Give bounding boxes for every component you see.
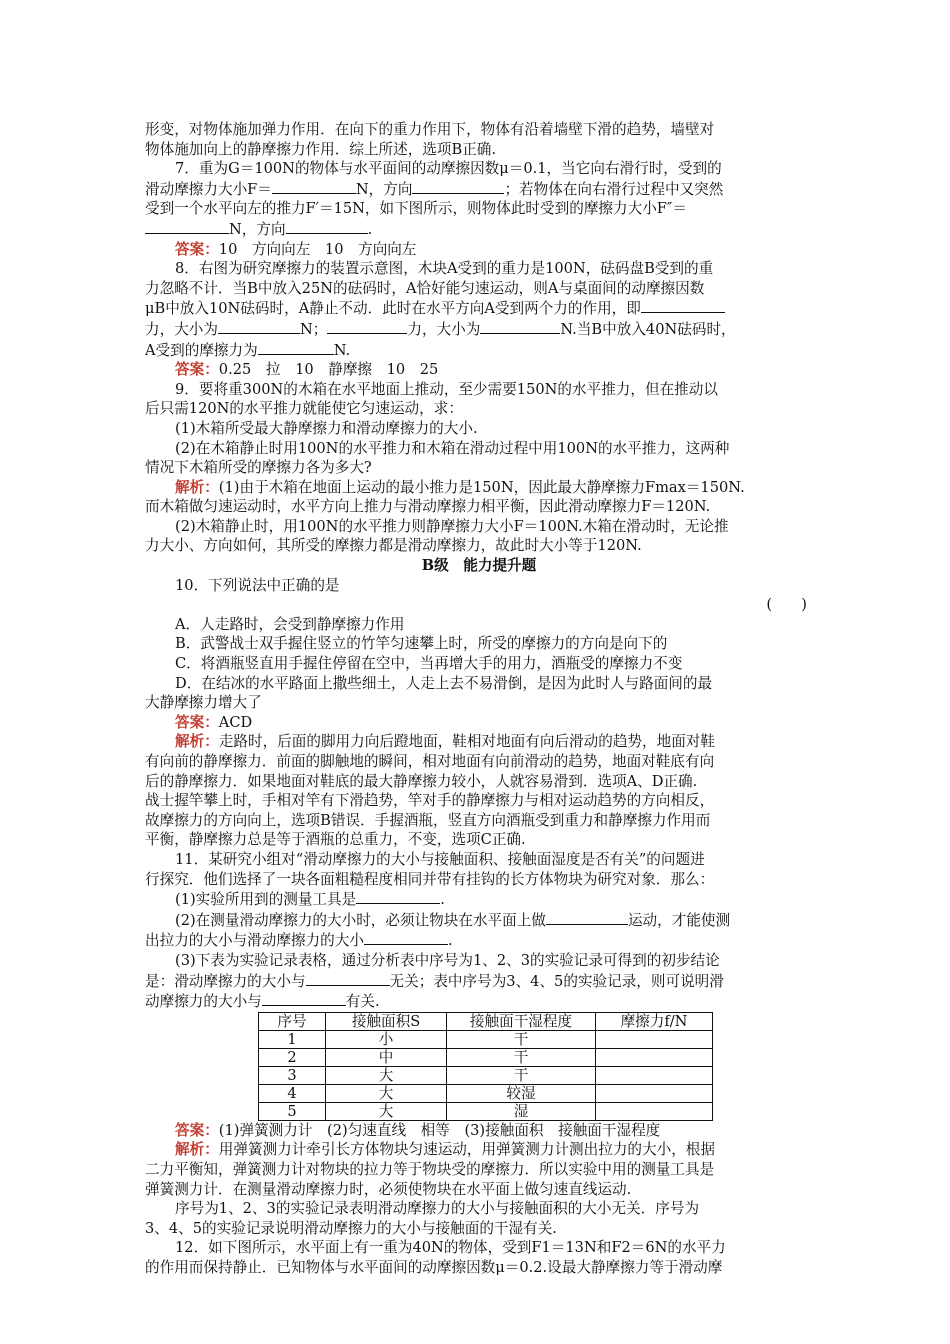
solution-label: 解析： — [175, 1141, 219, 1159]
answer-blank — [258, 340, 334, 355]
question-10: 10．下列说法中正确的是 — [175, 576, 340, 594]
table-cell — [596, 1084, 713, 1102]
answer-blank — [356, 889, 440, 904]
text-line: 故摩擦力的方向向上，选项B错误．手握酒瓶，竖直方向酒瓶受到重力和静摩擦力作用而 — [145, 811, 711, 829]
experiment-table — [258, 1012, 713, 1121]
section-heading: B级 能力提升题 — [421, 557, 537, 575]
question-8-line: μB中放入10N砝码时，A静止不动．此时在水平方向A受到两个力的作用，即 — [145, 298, 813, 319]
answer-blank — [262, 991, 346, 1006]
option-d: D．在结冰的水平路面上撒些细土，人走上去不易滑倒，是因为此时人与路面间的最 — [175, 674, 713, 692]
solution-10: 解析：走路时，后面的脚用力向后蹬地面，鞋相对地面有向后滑动的趋势，地面对鞋 — [175, 733, 715, 751]
answer-blank — [327, 319, 407, 334]
text-line: 弹簧测力计．在测量滑动摩擦力时，必须使物块在水平面上做匀速直线运动. — [145, 1180, 632, 1198]
answer-blank — [306, 971, 390, 986]
question-7: 7．重为G＝100N的物体与水平面间的动摩擦因数μ＝0.1，当它向右滑行时，受到的 — [175, 160, 722, 178]
text-line: 二力平衡知，弹簧测力计对物块的拉力等于物块受的摩擦力．所以实验中用的测量工具是 — [145, 1160, 715, 1178]
table-cell: 大 — [326, 1084, 447, 1102]
answer-7: 答案：10 方向向左 10 方向向左 — [175, 240, 417, 258]
text-line: 受到一个水平向左的推力F′＝15N，如下图所示，则物体此时受到的摩擦力大小F″＝ — [145, 200, 687, 218]
question-7-line: N，方向 . — [145, 219, 813, 240]
table-cell: 4 — [259, 1084, 326, 1102]
text-line: 战士握竿攀上时，手相对竿有下滑趋势，竿对手的静摩擦力与相对运动趋势的方向相反， — [145, 792, 715, 810]
answer-blank — [546, 910, 628, 925]
table-cell: 较湿 — [447, 1084, 596, 1102]
solution-11: 解析：用弹簧测力计牵引长方体物块匀速运动，用弹簧测力计测出拉力的大小，根据 — [175, 1141, 715, 1159]
text-line: (1)木箱所受最大静摩擦力和滑动摩擦力的大小. — [175, 419, 478, 437]
table-cell: 干 — [447, 1048, 596, 1066]
text-line: 平衡，静摩擦力总是等于酒瓶的总重力，不变，选项C正确. — [145, 831, 526, 849]
question-8-line: 力，大小为 N； 力，大小为 N.当B中放入40N砝码时， — [145, 320, 736, 338]
table-header-row — [259, 1012, 713, 1030]
table-cell — [596, 1030, 713, 1048]
option-b: B．武警战士双手握住竖立的竹竿匀速攀上时，所受的摩擦力的方向是向下的 — [175, 635, 668, 653]
text-line: 后的静摩擦力．如果地面对鞋底的最大静摩擦力较小，人就容易滑到．选项A、D正确. — [145, 772, 698, 790]
answer-blank — [218, 319, 300, 334]
text-line: 形变，对物体施加弹力作用．在向下的重力作用下，物体有沿着墙壁下滑的趋势，墙壁对 — [145, 121, 715, 138]
answer-blank — [272, 179, 356, 194]
table-cell: 5 — [259, 1102, 326, 1120]
answer-11: 答案：(1)弹簧测力计 (2)匀速直线 相等 (3)接触面积 接触面干湿程度 — [175, 1121, 661, 1139]
answer-10: 答案：ACD — [175, 713, 253, 731]
text-line: 的作用而保持静止．已知物体与水平面间的动摩擦因数μ＝0.2.设最大静摩擦力等于滑动摩 — [145, 1258, 723, 1276]
text-line: (2)在木箱静止时用100N的水平推力和木箱在滑动过程中用100N的水平推力，这两种 — [175, 439, 730, 457]
table-cell: 小 — [326, 1030, 447, 1048]
table-cell: 湿 — [447, 1102, 596, 1120]
table-cell — [596, 1048, 713, 1066]
table-cell — [596, 1066, 713, 1084]
question-11-line: (2)在测量滑动摩擦力的大小时，必须让物块在水平面上做 运动，才能使测 — [175, 911, 731, 929]
table-header: 序号 — [259, 1012, 326, 1030]
question-11-line: 动摩擦力的大小与 有关. — [145, 993, 380, 1011]
table-row — [259, 1084, 713, 1102]
table-cell: 中 — [326, 1048, 447, 1066]
answer-blank — [412, 179, 504, 194]
text-line: 而木箱做匀速运动时，水平方向上推力与滑动摩擦力相平衡，因此滑动摩擦力F＝120N. — [145, 498, 711, 516]
answer-paren: ( ) — [766, 596, 807, 614]
answer-label: 答案： — [175, 1121, 219, 1139]
text-line: 序号为1、2、3的实验记录表明滑动摩擦力的大小与接触面积的大小无关．序号为 — [175, 1200, 700, 1218]
table-row — [259, 1030, 713, 1048]
table-cell: 干 — [447, 1030, 596, 1048]
answer-blank — [364, 930, 448, 945]
text-line: 力忽略不计．当B中放入25N的砝码时，A恰好能匀速运动，则A与桌面间的动摩擦因数 — [145, 279, 705, 297]
question-11: 11．某研究小组对“滑动摩擦力的大小与接触面积、接触面湿度是否有关”的问题进 — [175, 850, 705, 868]
answer-label: 答案： — [175, 240, 219, 258]
table-cell: 干 — [447, 1066, 596, 1084]
answer-blank — [286, 219, 368, 234]
text-line: 大静摩擦力增大了 — [145, 694, 262, 712]
text-line: 有向前的静摩擦力．前面的脚触地的瞬间，相对地面有向前滑动的趋势，地面对鞋底有向 — [145, 753, 715, 770]
table-cell: 大 — [326, 1066, 447, 1084]
text-line: 情况下木箱所受的摩擦力各为多大? — [145, 459, 372, 477]
document-page — [145, 120, 813, 1277]
question-12: 12．如下图所示，水平面上有一重为40N的物体，受到F1＝13N和F2＝6N的水平力 — [175, 1239, 726, 1257]
answer-blank — [480, 319, 560, 334]
question-7-line: 滑动摩擦力大小F＝ N，方向 ；若物体在向右滑行过程中又突然 — [145, 180, 724, 198]
option-c: C．将酒瓶竖直用手握住停留在空中，当再增大手的用力，酒瓶受的摩擦力不变 — [175, 655, 683, 673]
text-line: (3)下表为实验记录表格，通过分析表中序号为1、2、3的实验记录可得到的初步结论 — [175, 951, 720, 969]
table-row — [259, 1066, 713, 1084]
question-8-line: A受到的摩擦力为 N. — [145, 341, 351, 359]
solution-9: 解析：(1)由于木箱在地面上运动的最小推力是150N，因此最大静摩擦力Fmax＝150N. — [175, 478, 745, 496]
text-line: 行探究．他们选择了一块各面粗糙程度相同并带有挂钩的长方体物块为研究对象．那么： — [145, 870, 715, 888]
table-row — [259, 1102, 713, 1120]
solution-label: 解析： — [175, 733, 219, 751]
table-cell — [596, 1102, 713, 1120]
answer-label: 答案： — [175, 361, 219, 379]
table-cell: 大 — [326, 1102, 447, 1120]
text-line: (2)木箱静止时，用100N的水平推力则静摩擦力大小F＝100N.木箱在滑动时，无论推 — [175, 517, 729, 535]
table-header: 摩擦力f/N — [596, 1012, 713, 1030]
question-11-line: 出拉力的大小与滑动摩擦力的大小 . — [145, 932, 453, 950]
text-line: 力大小、方向如何，其所受的摩擦力都是滑动摩擦力，故此时大小等于120N. — [145, 537, 642, 555]
table-header: 接触面干湿程度 — [447, 1012, 596, 1030]
question-11-line: 是：滑动摩擦力的大小与 无关；表中序号为3、4、5的实验记录，则可说明滑 — [145, 972, 724, 990]
answer-blank — [641, 298, 725, 313]
option-a: A．人走路时，会受到静摩擦力作用 — [175, 615, 405, 633]
text-line: 物体施加向上的静摩擦力作用．综上所述，选项B正确. — [145, 140, 497, 158]
table-cell: 2 — [259, 1048, 326, 1066]
text-line: 3、4、5的实验记录说明滑动摩擦力的大小与接触面的干湿有关. — [145, 1219, 557, 1237]
question-11-line: (1)实验所用到的测量工具是 . — [175, 891, 445, 909]
question-9: 9．要将重300N的木箱在水平地面上推动，至少需要150N的水平推力，但在推动以 — [175, 380, 718, 398]
answer-8: 答案：0.25 拉 10 静摩擦 10 25 — [175, 361, 439, 379]
text-line: 后只需120N的水平推力就能使它匀速运动，求： — [145, 400, 463, 418]
table-cell: 1 — [259, 1030, 326, 1048]
table-header: 接触面积S — [326, 1012, 447, 1030]
answer-blank — [145, 219, 229, 234]
table-row — [259, 1048, 713, 1066]
question-8: 8．右图为研究摩擦力的装置示意图，木块A受到的重力是100N，砝码盘B受到的重 — [175, 260, 714, 278]
solution-label: 解析： — [175, 478, 219, 496]
answer-label: 答案： — [175, 713, 219, 731]
table-cell: 3 — [259, 1066, 326, 1084]
